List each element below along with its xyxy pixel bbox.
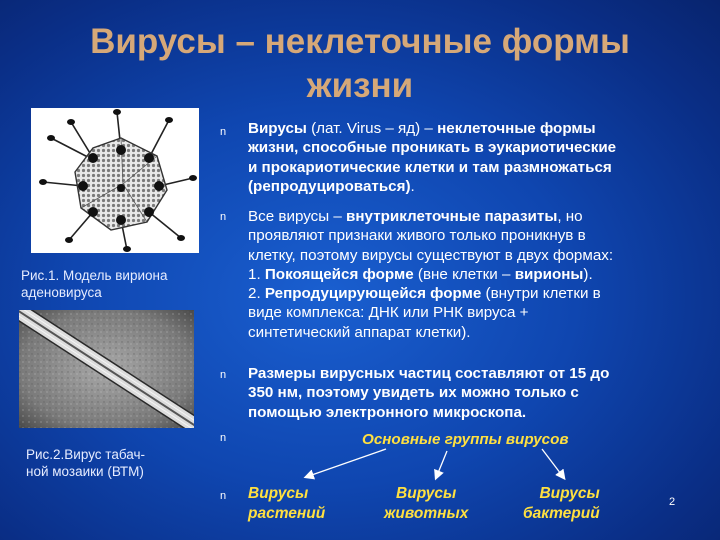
figure-2-caption [26, 446, 145, 480]
bullet-marker: n [220, 432, 227, 444]
title-line-1: Вирусы – неклеточные формы [90, 22, 630, 61]
text-fragment: Все вирусы – [248, 208, 347, 225]
text-fragment: ). [583, 265, 593, 283]
text-line: 350 нм, поэтому увидеть их можно только с [248, 384, 579, 402]
slide-title [60, 20, 660, 108]
text-fragment: 2. [248, 285, 265, 303]
tmv-micrograph [19, 310, 194, 428]
group-label-line: бактерий [523, 505, 600, 522]
text-line: синтетический аппарат клетки). [248, 323, 471, 341]
page-number: 2 [669, 496, 676, 508]
text-fragment: , но [557, 208, 583, 225]
groups-heading: Основные группы вирусов [362, 431, 569, 448]
arrow-to-plants [306, 449, 386, 477]
text-line: помощью электронного микроскопа. [248, 403, 527, 421]
text-fragment: внутриклеточные паразиты [346, 208, 558, 225]
text-line: и прокариотические клетки и там размножаться [248, 158, 612, 176]
group-bacterial-viruses [523, 484, 600, 524]
text-line: клетку, поэтому вирусы существуют в двух формах: [248, 246, 614, 264]
text-fragment: (репродуцироваться) [248, 177, 411, 195]
figure-1-caption-line-2: аденовируса [21, 285, 102, 300]
text-line: проявляют признаки живого только проникнув в [248, 227, 586, 245]
text-fragment: . [410, 177, 415, 195]
group-plant-viruses [248, 484, 325, 524]
text-fragment: Размеры [248, 365, 320, 382]
text-fragment: (лат. Virus – яд) – [306, 120, 438, 137]
paragraph-virus-groups-heading [362, 430, 622, 449]
text-line: жизни, способные проникать в эукариотические [248, 139, 617, 157]
text-line: виде комплекса: ДНК или РНК вируса + [248, 304, 529, 322]
text-fragment: (внутри клетки в [481, 285, 601, 303]
adenovirus-illustration [31, 108, 199, 253]
paragraph-virus-definition [248, 119, 696, 196]
group-label-line: Вирусы [396, 485, 457, 502]
group-label-line: животных [384, 505, 469, 522]
group-label-line: Вирусы [248, 485, 309, 502]
arrow-to-animals [436, 451, 447, 478]
bullet-marker: n [220, 490, 227, 502]
adenovirus-image [31, 108, 199, 253]
figure-2-caption-line-2: ной мозаики (ВТМ) [26, 464, 144, 479]
text-fragment: 1. [248, 265, 265, 283]
bullet-marker: n [220, 211, 227, 223]
text-fragment: вирусных частиц составляют от 15 до [319, 365, 610, 382]
title-line-2: жизни [306, 66, 414, 105]
group-label-line: растений [248, 505, 326, 522]
text-fragment: Репродуцирующейся форме [264, 285, 482, 303]
group-label-line: Вирусы [539, 485, 600, 502]
group-animal-viruses [384, 484, 468, 524]
bullet-marker: n [220, 126, 227, 138]
arrow-to-bacteria [542, 449, 564, 478]
paragraph-virus-size [248, 364, 696, 422]
term-viruses: Вирусы [248, 120, 307, 137]
figure-1-caption [21, 267, 168, 301]
text-fragment: Покоящейся форме [264, 265, 414, 283]
figure-2-caption-line-1: Рис.2.Вирус табач- [26, 447, 146, 462]
text-fragment: неклеточные формы [437, 120, 596, 137]
text-fragment: вирионы [514, 265, 584, 283]
text-fragment: (вне клетки – [413, 265, 515, 283]
bullet-marker: n [220, 369, 227, 381]
tmv-image [19, 310, 194, 428]
figure-1-caption-line-1: Рис.1. Модель вириона [21, 268, 168, 283]
paragraph-virus-forms [248, 207, 696, 342]
